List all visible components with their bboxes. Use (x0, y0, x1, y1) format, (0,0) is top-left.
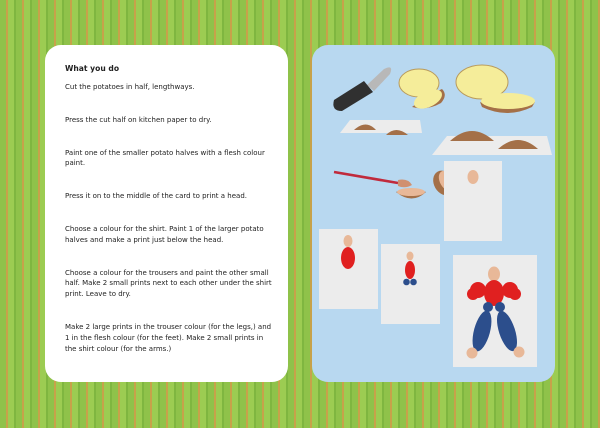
card-shirt-print (319, 229, 378, 309)
step-4: Press it on to the middle of the card to print a head. (65, 192, 247, 201)
step-6: Choose a colour for the trousers and paint the other small half. Make 2 small prints next to each other under the shirt print. Leave to dry. (65, 268, 272, 299)
knife-icon (333, 67, 391, 111)
step-7: Make 2 large prints in the trouser colour (for the legs,) and 1 in the flesh colour (for the feet). Make 2 small prints in the shirt colour (for the arms.) (65, 322, 272, 353)
card-finished-figure (453, 255, 537, 367)
cut-potatoes-icon (399, 65, 535, 113)
step-2: Press the cut half on kitchen paper to dry. (65, 115, 212, 124)
instructions-heading: What you do (65, 64, 120, 73)
instructions-card (45, 45, 288, 382)
step-3: Paint one of the smaller potato halves with a flesh colour paint. (65, 148, 265, 168)
card-head-print (444, 161, 502, 241)
card-trousers-print (381, 244, 440, 324)
step-1: Cut the potatoes in half, lengthways. (65, 83, 195, 91)
paintbrush-icon (334, 172, 412, 187)
kitchen-paper-drying-icon (340, 120, 552, 155)
potato-print-illustration (312, 45, 555, 382)
step-5: Choose a colour for the shirt. Paint 1 of the larger potato halves and make a print just below the head. (65, 224, 264, 244)
illustration-panel (312, 45, 555, 382)
